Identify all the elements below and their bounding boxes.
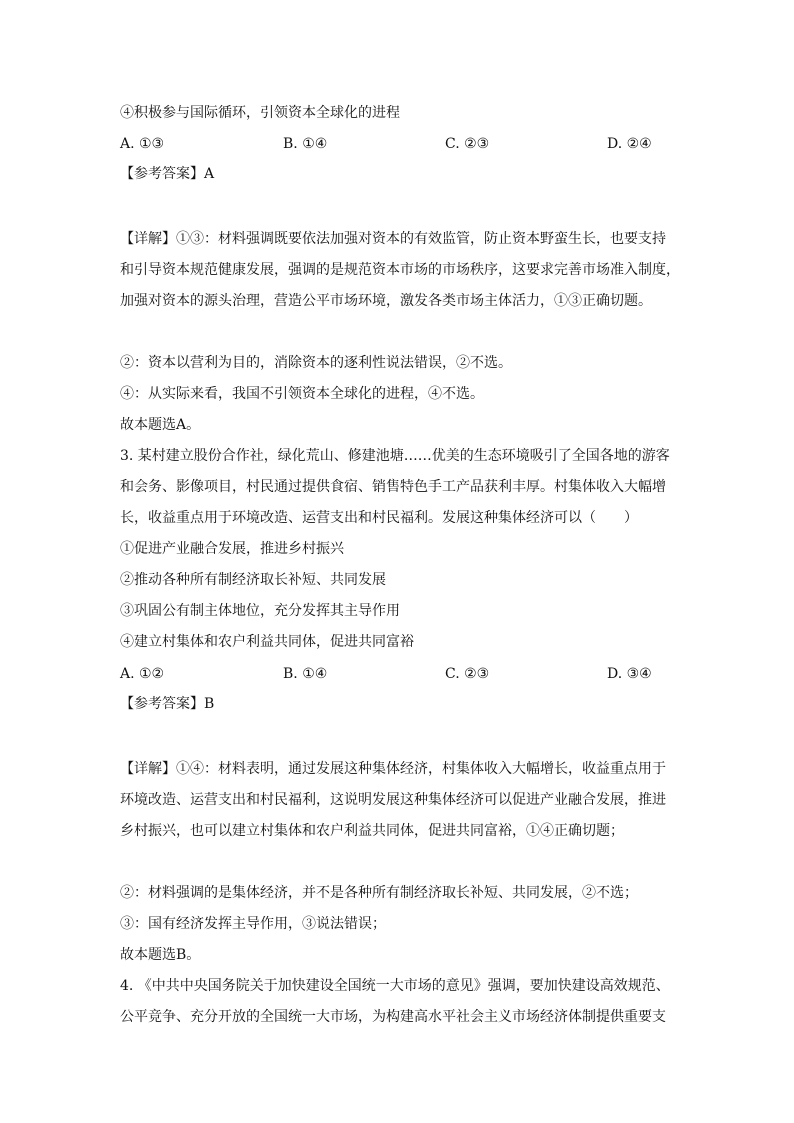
q3-option-c: C. ②③ [445, 666, 490, 682]
q2-option-a: A. ①③ [120, 136, 165, 152]
q2-analysis-line: 【详解】①③：材料强调既要依法加强对资本的有效监管，防止资本野蛮生长，也要支持 [120, 231, 666, 247]
q2-answer: 【参考答案】A [120, 166, 215, 182]
q3-item-4: ④建立村集体和农户利益共同体，促进共同富裕 [120, 634, 414, 650]
q2-item-4: ④积极参与国际循环，引领资本全球化的进程 [120, 105, 400, 121]
q2-option-c: C. ②③ [445, 136, 490, 152]
q3-item-1: ①促进产业融合发展，推进乡村振兴 [120, 541, 344, 557]
q3-answer: 【参考答案】B [120, 696, 215, 712]
q2-conclusion: 故本题选A。 [120, 417, 201, 433]
q2-analysis-line: 加强对资本的源头治理，营造公平市场环境，激发各类市场主体活力，①③正确切题。 [120, 293, 652, 309]
q2-analysis-line: 和引导资本规范健康发展，强调的是规范资本市场的市场秩序，这要求完善市场准入制度， [120, 262, 680, 278]
q2-option-d: D. ②④ [607, 136, 652, 152]
q3-item-3: ③巩固公有制主体地位，充分发挥其主导作用 [120, 603, 400, 619]
q3-option-a: A. ①② [120, 666, 165, 682]
q3-note: ②：材料强调的是集体经济，并不是各种所有制经济取长补短、共同发展，②不选； [120, 885, 638, 901]
q4-stem-line: 4. 《中共中央国务院关于加快建设全国统一大市场的意见》强调，要加快建设高效规范、 [120, 978, 670, 994]
q3-stem-line: 3. 某村建立股份合作社，绿化荒山、修建池塘……优美的生态环境吸引了全国各地的游客 [120, 448, 670, 464]
q2-note: ②：资本以营利为目的，消除资本的逐利性说法错误，②不选。 [120, 355, 512, 371]
q4-stem-line: 公平竞争、充分开放的全国统一大市场，为构建高水平社会主义市场经济体制提供重要支 [120, 1009, 666, 1025]
q3-option-d: D. ③④ [607, 666, 652, 682]
q3-conclusion: 故本题选B。 [120, 947, 201, 963]
q3-analysis-line: 乡村振兴，也可以建立村集体和农户利益共同体，促进共同富裕，①④正确切题； [120, 823, 624, 839]
q3-option-b: B. ①④ [283, 666, 328, 682]
q3-analysis-line: 【详解】①④：材料表明，通过发展这种集体经济，村集体收入大幅增长，收益重点用于 [120, 761, 666, 777]
q3-stem-line: 和会务、影像项目，村民通过提供食宿、销售特色手工产品获利丰厚。村集体收入大幅增 [120, 479, 666, 495]
q2-note: ④：从实际来看，我国不引领资本全球化的进程，④不选。 [120, 386, 484, 402]
q3-analysis-line: 环境改造、运营支出和村民福利，这说明发展这种集体经济可以促进产业融合发展，推进 [120, 792, 666, 808]
q3-note: ③：国有经济发挥主导作用，③说法错误； [120, 916, 386, 932]
q3-item-2: ②推动各种所有制经济取长补短、共同发展 [120, 572, 386, 588]
q3-stem-line: 长，收益重点用于环境改造、运营支出和村民福利。发展这种集体经济可以（ ） [120, 510, 638, 526]
q2-option-b: B. ①④ [283, 136, 328, 152]
